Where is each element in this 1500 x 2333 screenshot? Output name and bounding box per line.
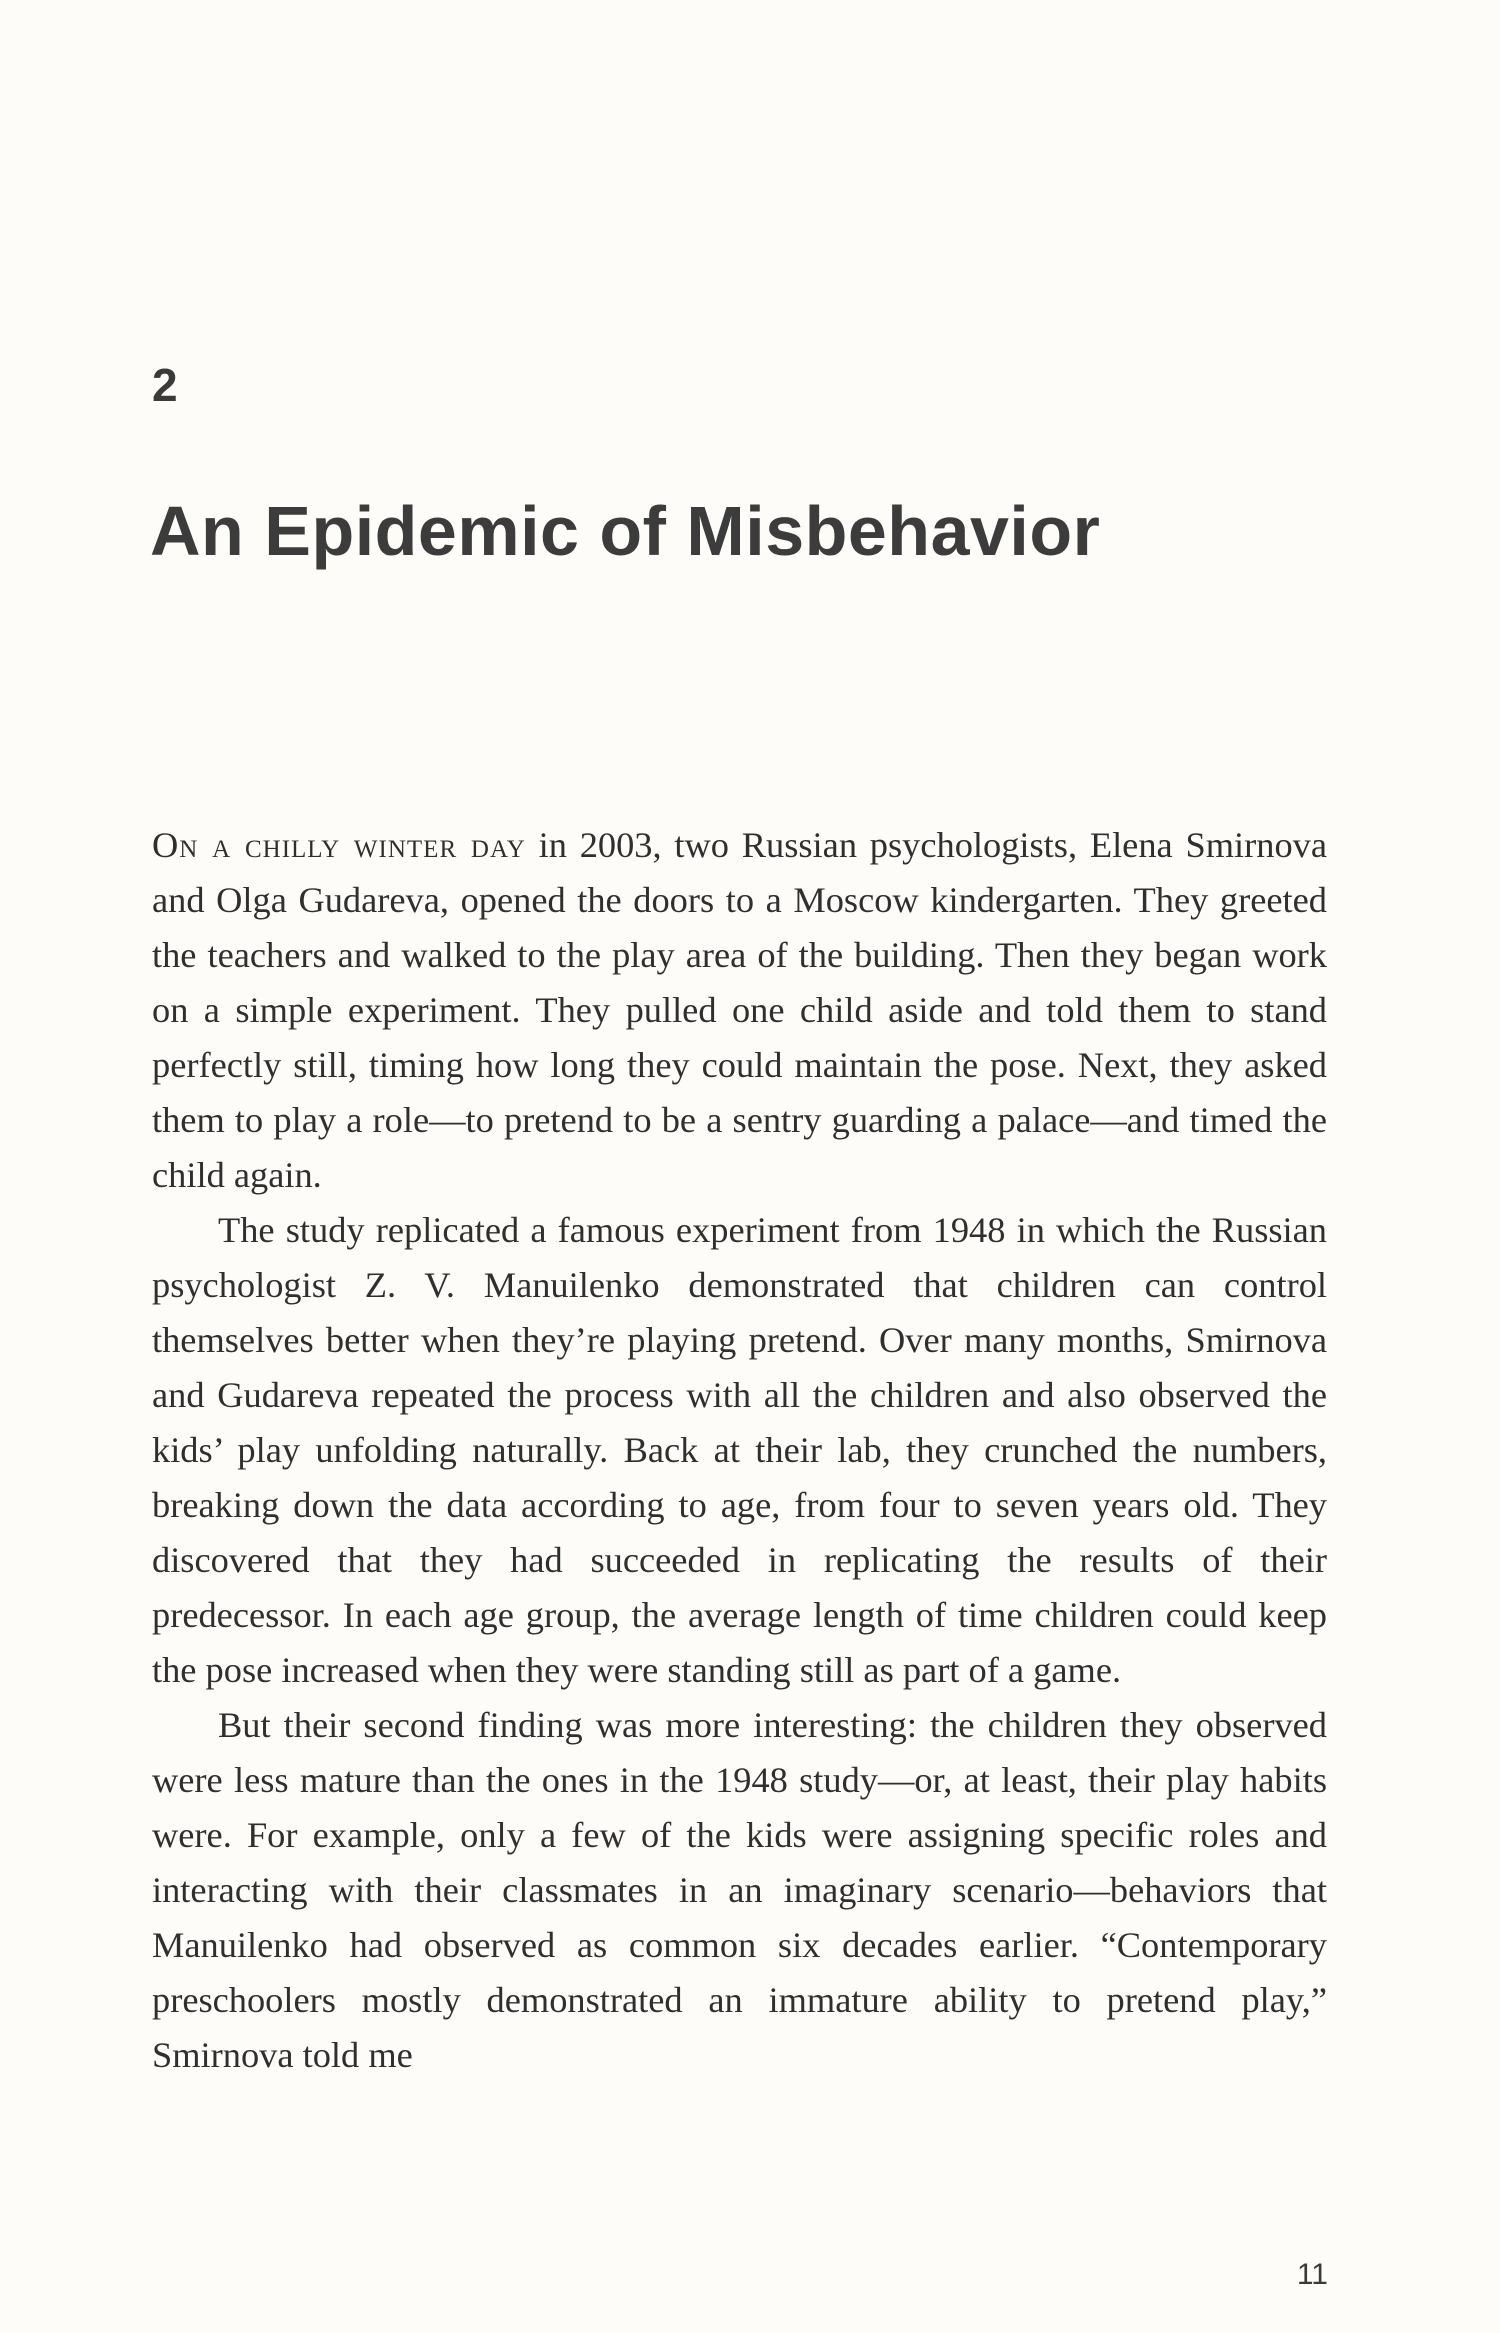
paragraph-1: [152, 818, 1327, 1203]
paragraph-3: But their second finding was more interesting: the children they observed were less mature than the ones in the 1948 study—or, at least, their play habits were. For example, only a few of the kids were assigning specific roles and interacting with their classmates in an imaginary scenario—behaviors that Manuilenko had observed as common six decades earlier. “Contemporary preschoolers mostly demonstrated an immature ability to pretend play,” Smirnova told me: [152, 1705, 1327, 2075]
body-text: [152, 818, 1327, 2083]
opening-small-caps: On a chilly winter day: [152, 825, 526, 865]
chapter-title: An Epidemic of Misbehavior: [150, 492, 1101, 570]
chapter-number: 2: [152, 359, 178, 411]
paragraph-2: The study replicated a famous experiment from 1948 in which the Russian psychologist Z. V. Manuilenko demonstrated that children can control themselves better when they’re playing pretend. Over many months, Smirnova and Gudareva repeated the process with all the children and also observed the kids’ play unfolding naturally. Back at their lab, they crunched the numbers, breaking down the data according to age, from four to seven years old. They discovered that they had succeeded in replicating the results of their predecessor. In each age group, the average length of time children could keep the pose increased when they were standing still as part of a game.: [152, 1210, 1327, 1690]
page-number: 11: [1296, 2258, 1328, 2291]
paragraph-1-text: in 2003, two Russian psychologists, Elena Smirnova and Olga Gudareva, opened the doors to a Moscow kindergarten. They greeted the teachers and walked to the play area of the building. Then they began work on a simple experiment. They pulled one child aside and told them to stand perfectly still, timing how long they could maintain the pose. Next, they asked them to play a role—to pretend to be a sentry guarding a palace—and timed the child again.: [152, 825, 1327, 1195]
